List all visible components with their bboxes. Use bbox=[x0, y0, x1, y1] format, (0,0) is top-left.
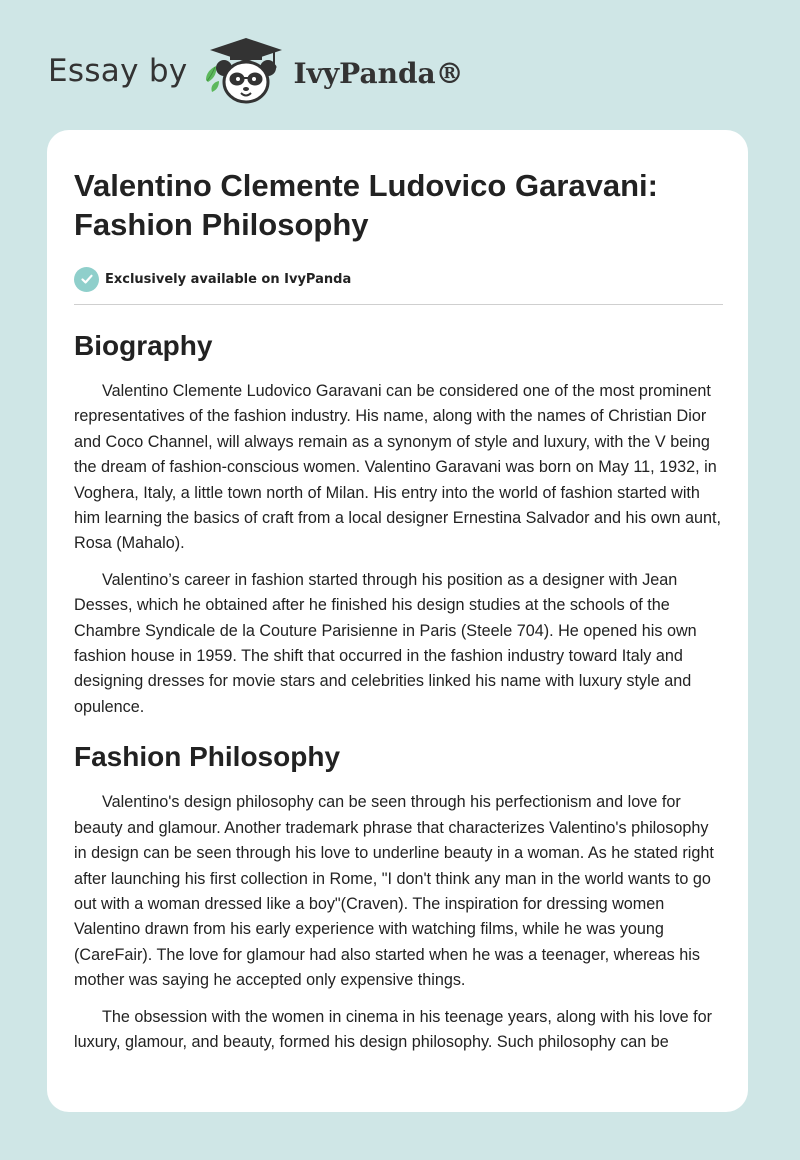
panda-graduate-icon[interactable] bbox=[202, 36, 290, 106]
essay-content bbox=[74, 166, 724, 1055]
essay-card bbox=[47, 130, 748, 1112]
check-circle-icon bbox=[74, 267, 99, 292]
essay-title: Valentino Clemente Ludovico Garavani: Fashion Philosophy bbox=[74, 168, 658, 242]
divider bbox=[74, 304, 723, 305]
section-heading-biography: Biography bbox=[74, 330, 213, 361]
exclusive-notice bbox=[74, 266, 724, 292]
paragraph: The obsession with the women in cinema in his teenage years, along with his love for luxury, glamour, and beauty, formed his design philosophy. Such philosophy can be bbox=[74, 1007, 713, 1051]
brand-name[interactable]: IvyPanda® bbox=[293, 56, 464, 90]
brand-prefix: Essay by bbox=[48, 53, 188, 89]
paragraph: Valentino Clemente Ludovico Garavani can be considered one of the most prominent representatives of the fashion industry. His name, along with the names of Christian Dior and Coco Channel, will always remain as a synonym of style and luxury, with the V being the dream of fashion-conscious women. Valentino Garavani was born on May 11, 1932, in Voghera, Italy, a little town north of Milan. His entry into the world of fashion started with him learning the basics of craft from a local designer Ernestina Salvador and his own aunt, Rosa (Mahalo). bbox=[74, 382, 721, 553]
paragraph: Valentino's design philosophy can be seen through his perfectionism and love for beauty and glamour. Another trademark phrase that characterizes Valentino's philosophy in design can be seen through his love to underline beauty in a woman. As he stated right after launching his first collection in Rome, "I don't think any man in the world wants to go out with a woman dressed like a boy"(Craven). The inspiration for dressing women Valentino drawn from his early experience with watching films, while he was young (CareFair). The love for glamour had also started when he was a teenager, whereas his mother was saying he accepted only expensive things. bbox=[74, 793, 714, 990]
section-heading-fashion-philosophy: Fashion Philosophy bbox=[74, 741, 341, 773]
site-header bbox=[48, 36, 464, 106]
paragraph: Valentino’s career in fashion started through his position as a designer with Jean Desses, which he obtained after he finished his design studies at the schools of the Chambre Syndicale de la Couture Parisienne in Paris (Steele 704). He opened his own fashion house in 1959. The shift that occurred in the fashion industry toward Italy and designing dresses for movie stars and celebrities linked his name with luxury style and opulence. bbox=[74, 570, 697, 716]
exclusive-label: Exclusively available on IvyPanda bbox=[105, 271, 352, 287]
